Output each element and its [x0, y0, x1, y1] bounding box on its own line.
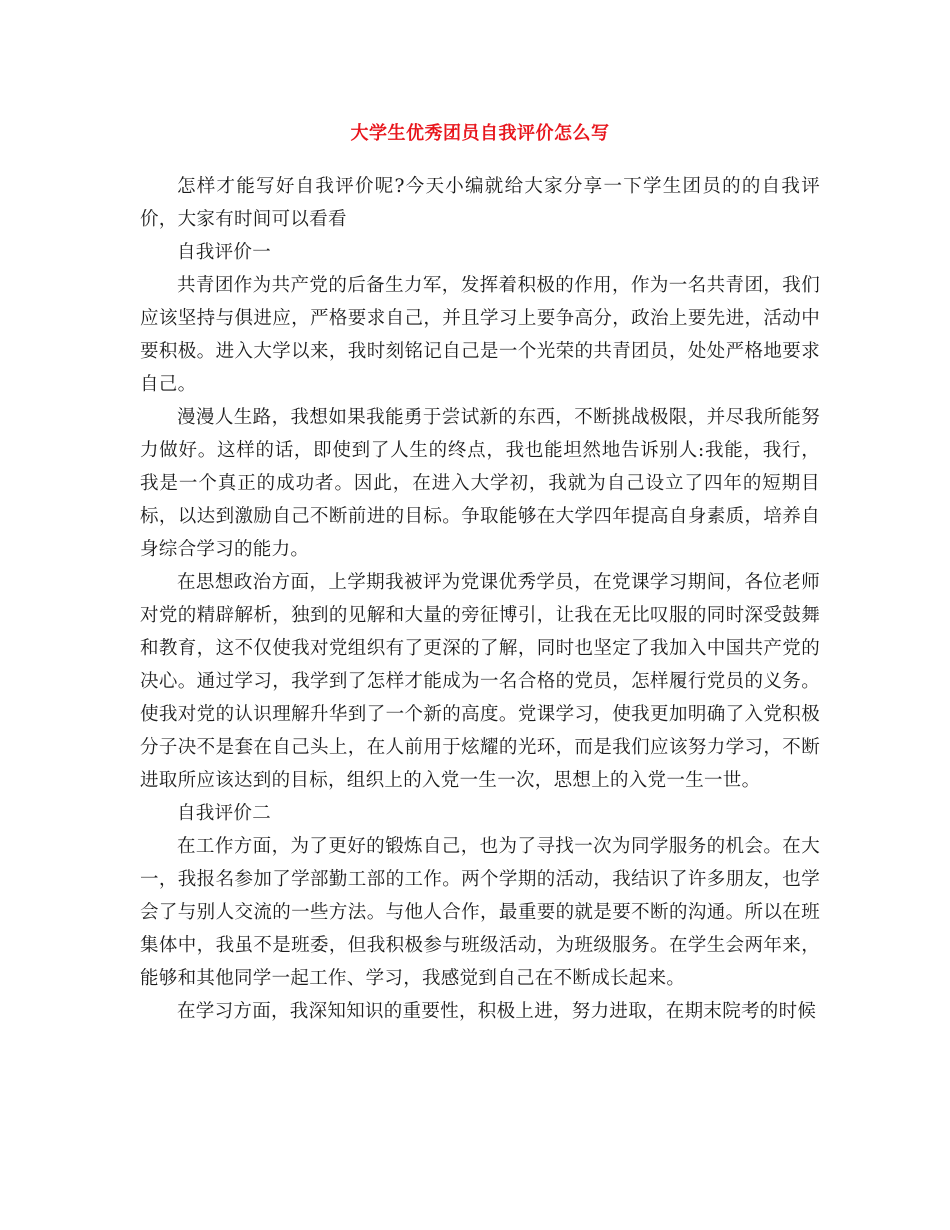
paragraph-political-thought: 在思想政治方面，上学期我被评为党课优秀学员，在党课学习期间，各位老师对党的精辟解析，独到的见解和大量的旁征博引，让我在无比叹服的同时深受鼓舞和教育，这不仅使我对党组织有了更深的了解，同时也坚定了我加入中国共产党的决心。通过学习，我学到了怎样才能成为一名合格的党员，怎样履行党员的义务。使我对党的认识理解升华到了一个新的高度。党课学习，使我更加明确了入党积极分子决不是套在自己头上，在人前用于炫耀的光环，而是我们应该努力学习，不断进取所应该达到的目标，组织上的入党一生一次，思想上的入党一生一世。: [140, 572, 820, 791]
paragraph-study: 在学习方面，我深知知识的重要性，积极上进，努力进取，在期末院考的时候: [177, 1001, 817, 1022]
section-heading-evaluation-one: 自我评价一: [177, 242, 272, 263]
paragraph-work: 在工作方面，为了更好的锻炼自己，也为了寻找一次为同学服务的机会。在大一，我报名参加了学部勤工部的工作。两个学期的活动，我结识了许多朋友，也学会了与别人交流的一些方法。与他人合作，最重要的就是要不断的沟通。所以在班集体中，我虽不是班委，但我积极参与班级活动，为班级服务。在学生会两年来，能够和其他同学一起工作、学习，我感觉到自己在不断成长起来。: [140, 836, 820, 989]
document-page: [140, 120, 820, 1028]
document-title: 大学生优秀团员自我评价怎么写: [350, 123, 610, 144]
paragraph-life-goals: 漫漫人生路，我想如果我能勇于尝试新的东西，不断挑战极限，并尽我所能努力做好。这样的话，即使到了人生的终点，我也能坦然地告诉别人:我能，我行，我是一个真正的成功者。因此，在进入大学初，我就为自己设立了四年的短期目标，以达到激励自己不断前进的目标。争取能够在大学四年提高自身素质，培养自身综合学习的能力。: [140, 407, 820, 560]
section-heading-evaluation-two: 自我评价二: [177, 803, 272, 824]
paragraph-youth-league: 共青团作为共产党的后备生力军，发挥着积极的作用，作为一名共青团，我们应该坚持与俱进应，严格要求自己，并且学习上要争高分，政治上要先进，活动中要积极。进入大学以来，我时刻铭记自己是一个光荣的共青团员，处处严格地要求自己。: [140, 275, 820, 395]
paragraph-intro: 怎样才能写好自我评价呢?今天小编就给大家分享一下学生团员的的自我评价，大家有时间可以看看: [140, 176, 820, 230]
document-body: [140, 170, 820, 1028]
